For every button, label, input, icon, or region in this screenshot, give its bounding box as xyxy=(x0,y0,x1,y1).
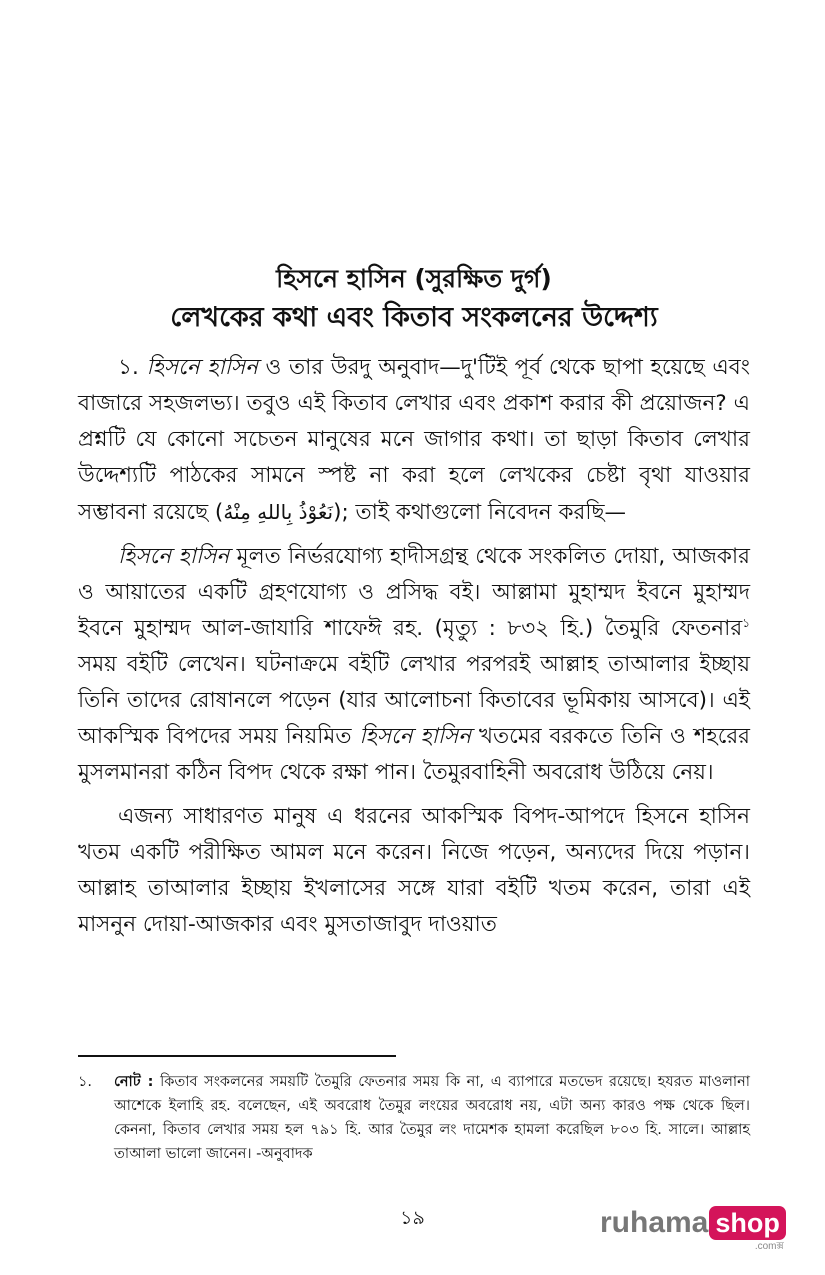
footnote-body xyxy=(114,1070,750,1166)
footnote xyxy=(78,1070,750,1166)
logo-suffix: .comক্স xyxy=(754,1241,784,1252)
arabic-phrase: نَعُوْذُ بِاللهِ مِنْهُ xyxy=(223,500,334,525)
paragraph-number: ১. xyxy=(118,355,139,381)
paragraph-3: এজন্য সাধারণত মানুষ এ ধরনের আকস্মিক বিপদ-আপদে হিসনে হাসিন খতম একটি পরীক্ষিত আমল মনে করেন। নিজে পড়েন, অন্যদের দিয়ে পড়ান। আল্লাহ তাআলার ইচ্ছায় ইখলাসের সঙ্গে যারা বইটি খতম করেন, তারা এই মাসনুন দোয়া-আজকার এবং মুসতাজাবুদ দাওয়াত xyxy=(78,804,750,938)
book-name-italic: হিসনে হাসিন xyxy=(118,544,230,570)
paragraph-text: ও তার উরদু অনুবাদ—দু'টিই পূর্ব থেকে ছাপা হয়েছে এবং বাজারে সহজলভ্য। তবুও এই কিতাব লেখার এবং প্রকাশ করার কী প্রয়োজন? এ প্রশ্নটি যে কোনো সচেতন মানুষের মনে জাগার কথা। তা ছাড়া কিতাব লেখার উদ্দেশ্যটি পাঠকের সামনে স্পষ্ট না করা হলে লেখকের চেষ্টা বৃথা যাওয়ার সম্ভাবনা রয়েছে ( xyxy=(78,355,750,526)
page-content xyxy=(78,262,750,951)
page-number: ১৯ xyxy=(400,1207,425,1229)
paragraph-text: সময় বইটি লেখেন। ঘটনাক্রমে বইটি লেখার পরপরই আল্লাহ তাআলার ইচ্ছায় তিনি তাদের রোষানলে পড়েন (যার আলোচনা কিতাবের ভূমিকায় আসবে)। এই আকস্মিক বিপদের সময় নিয়মিত xyxy=(78,652,750,750)
paragraph-text: খতমের বরকতে তিনি ও শহরের মুসলমানরা কঠিন বিপদ থেকে রক্ষা পান। তৈমুরবাহিনী অবরোধ উঠিয়ে নেয়। xyxy=(78,724,751,786)
paragraph-text: ); তাই কথাগুলো নিবেদন করছি— xyxy=(333,500,627,526)
book-title: হিসনে হাসিন (সুরক্ষিত দুর্গ) xyxy=(276,264,552,293)
paragraph-text: মূলত নির্ভরযোগ্য হাদীসগ্রন্থ থেকে সংকলিত দোয়া, আজকার ও আয়াতের একটি গ্রহণযোগ্য ও প্রসিদ্ধ বই। আল্লামা মুহাম্মদ ইবনে মুহাম্মদ ইবনে মুহাম্মদ আল-জাযারি শাফেঈ রহ. (মৃত্যু : ৮৩২ হি.) তৈমুরি ফেতনার xyxy=(78,544,750,642)
footnote-label: নোট : xyxy=(114,1074,154,1090)
logo-text-ruhama: ruhama xyxy=(600,1206,709,1239)
ruhamashop-logo xyxy=(600,1206,786,1252)
footnote-reference[interactable]: ১ xyxy=(742,616,750,631)
paragraph-1 xyxy=(78,350,750,531)
paragraph-2 xyxy=(78,539,750,791)
footnote-number: ১. xyxy=(78,1074,93,1090)
book-name-italic: হিসনে হাসিন xyxy=(146,355,258,381)
logo-text-shop: shop xyxy=(709,1206,786,1240)
section-title: লেখকের কথা এবং কিতাব সংকলনের উদ্দেশ্য xyxy=(170,301,658,333)
footnote-text: কিতাব সংকলনের সময়টি তৈমুরি ফেতনার সময় কি না, এ ব্যাপারে মতভেদ রয়েছে। হযরত মাওলানা আশেকে ইলাহি রহ. বলেছেন, এই অবরোধ তৈমুর লংয়ের অবরোধ নয়, এটা অন্য কারও পক্ষ থেকে ছিল। কেননা, কিতাব লেখার সময় হল ৭৯১ হি. আর তৈমুর লং দামেশক হামলা করেছিল ৮০৩ হি. সালে। আল্লাহ তাআলা ভালো জানেন। -অনুবাদক xyxy=(114,1074,750,1162)
book-name-italic: হিসনে হাসিন xyxy=(359,724,472,750)
footnote-divider xyxy=(78,1055,396,1057)
